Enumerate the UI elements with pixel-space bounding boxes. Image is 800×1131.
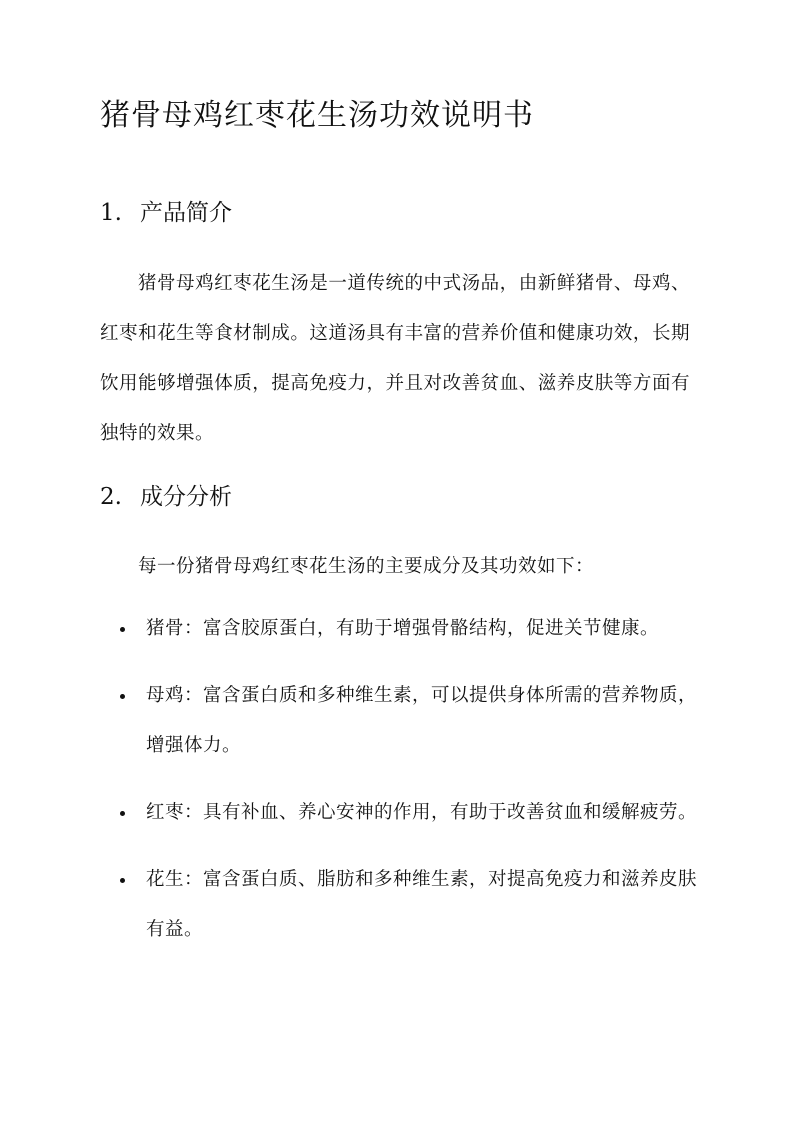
list-item [100,671,700,771]
list-item-text: 母鸡：富含蛋白质和多种维生素，可以提供身体所需的营养物质，增强体力。 [146,685,698,756]
intro-paragraph: 猪骨母鸡红枣花生汤是一道传统的中式汤品，由新鲜猪骨、母鸡、红枣和花生等食材制成。这道汤具有丰富的营养价值和健康功效，长期饮用能够增强体质，提高免疫力，并且对改善贫血、滋养皮肤等方面有独特的效果。 [100,273,690,444]
ingredient-list [100,604,700,972]
section-heading-ingredients [100,481,232,513]
list-item-text: 红枣：具有补血、养心安神的作用，有助于改善贫血和缓解疲劳。 [146,802,698,823]
section-heading-intro [100,197,232,229]
list-item [100,604,700,654]
bullet-icon [120,878,125,883]
section-number: 1. [100,200,122,226]
list-item [100,855,700,955]
document-title: 猪骨母鸡红枣花生汤功效说明书 [100,98,534,133]
section-heading-text: 产品简介 [140,200,232,226]
section-heading-text: 成分分析 [140,484,232,510]
bullet-icon [120,694,125,699]
section-number: 2. [100,484,122,510]
bullet-icon [120,811,125,816]
bullet-icon [120,627,125,632]
ingredients-intro-paragraph: 每一份猪骨母鸡红枣花生汤的主要成分及其功效如下： [138,556,595,577]
list-item-text: 花生：富含蛋白质、脂肪和多种维生素，对提高免疫力和滋养皮肤有益。 [146,869,698,940]
list-item [100,788,700,838]
list-item-text: 猪骨：富含胶原蛋白，有助于增强骨骼结构，促进关节健康。 [146,618,660,639]
